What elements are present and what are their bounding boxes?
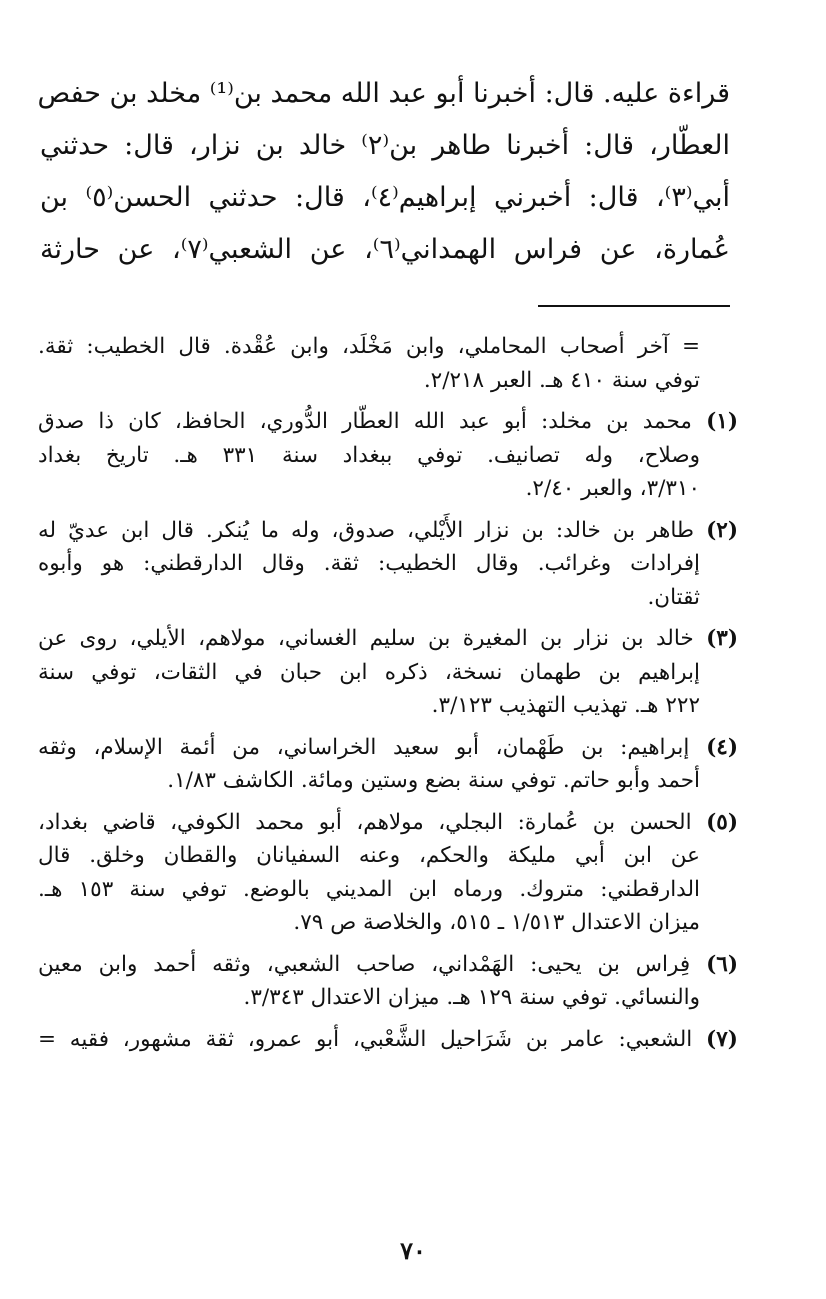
footnote-3 [38, 622, 738, 723]
footnote-continuation [38, 330, 738, 397]
main-text [37, 68, 730, 276]
footnote-number: (٦) [706, 951, 738, 977]
footnote-5 [38, 806, 738, 940]
footnote-text: إبراهيم: بن طَهْمان، أبو سعيد الخراساني، من أئمة الإسلام، وثقه [38, 734, 690, 760]
main-text-line: عُمارة، عن فراس الهمداني⁽٦⁾، عن الشعبي⁽٧⁾، عن حارثة [40, 234, 730, 265]
footnote-text: الشعبي: عامر بن شَرَاحيل الشَّعْبي، أبو عمرو، ثقة مشهور، فقيه = [38, 1026, 693, 1052]
main-text-line: العطّار، قال: أخبرنا طاهر بن⁽٢⁾ خالد بن نزار، قال: حدثني [40, 130, 730, 161]
footnotes [38, 330, 738, 1064]
footnote-line [38, 514, 738, 548]
footnote-4 [38, 731, 738, 798]
footnote-line: ثقتان. [647, 584, 700, 610]
footnote-line: توفي سنة ٤١٠ هـ. العبر ٢/٢١٨. [423, 367, 700, 393]
footnote-line [38, 622, 738, 656]
footnote-text: محمد بن مخلد: أبو عبد الله العطّار الدُّوري، الحافظ، كان ذا صدق [38, 409, 692, 434]
footnote-line: إفرادات وغرائب. وقال الخطيب: ثقة. وقال الدارقطني: هو وأبوه [38, 551, 700, 576]
footnote-line [38, 806, 738, 840]
footnote-line: أحمد وأبو حاتم. توفي سنة بضع وستين ومائة. الكاشف ١/٨٣. [167, 768, 700, 793]
footnote-line [38, 948, 738, 982]
footnote-line [38, 405, 738, 439]
footnote-line: والنسائي. توفي سنة ١٢٩ هـ. ميزان الاعتدال ٣/٣٤٣. [243, 985, 700, 1010]
footnote-number: (٧) [706, 1026, 738, 1052]
footnote-line: ٣/٣١٠، والعبر ٢/٤٠. [525, 476, 700, 501]
footnote-7 [38, 1023, 738, 1057]
footnote-separator [538, 305, 730, 307]
footnote-2 [38, 514, 738, 615]
footnote-1 [38, 405, 738, 506]
footnote-line [38, 731, 738, 765]
footnote-text: طاهر بن خالد: بن نزار الأَيْلي، صدوق، وله ما يُنكر. قال ابن عديّ له [38, 517, 695, 543]
page-number: ٧٠ [400, 1236, 426, 1265]
footnote-line: ٢٢٢ هـ. تهذيب التهذيب ٣/١٢٣. [431, 693, 700, 718]
footnote-line: = آخر أصحاب المحاملي، وابن مَخْلَد، وابن عُقْدة. قال الخطيب: ثقة. [38, 334, 700, 359]
footnote-line [38, 1023, 738, 1057]
footnote-text: خالد بن نزار بن المغيرة بن سليم الغساني، مولاهم، الأيلي، روى عن [38, 626, 694, 651]
footnote-number: (٥) [706, 809, 738, 835]
main-text-line: أبي⁽٣⁾، قال: أخبرني إبراهيم⁽٤⁾، قال: حدثني الحسن⁽٥⁾ بن [40, 182, 730, 213]
footnote-number: (٣) [706, 626, 739, 651]
footnote-number: (١) [706, 409, 738, 434]
footnote-line: وصلاح، وله تصانيف. توفي ببغداد سنة ٣٣١ هـ. تاريخ بغداد [38, 442, 700, 468]
footnote-line: الدارقطني: متروك. ورماه ابن المديني بالوضع. توفي سنة ١٥٣ هـ. [38, 876, 700, 902]
footnote-6 [38, 948, 738, 1015]
main-text-line: قراءة عليه. قال: أخبرنا أبو عبد الله محمد بن⁽¹⁾ مخلد بن حفص [37, 78, 730, 109]
footnote-text: فِراس بن يحيى: الهَمْداني، صاحب الشعبي، وثقه أحمد وابن معين [38, 951, 691, 977]
footnote-line: ميزان الاعتدال ١/٥١٣ ـ ٥١٥، والخلاصة ص ٧٩. [293, 910, 700, 935]
footnote-number: (٢) [706, 517, 738, 543]
footnote-line: عن ابن أبي مليكة والحكم، وعنه السفيانان والقطان وخلق. قال [38, 843, 700, 868]
footnote-line: إبراهيم بن طهمان نسخة، ذكره ابن حبان في الثقات، توفي سنة [38, 659, 700, 685]
footnote-text: الحسن بن عُمارة: البجلي، مولاهم، أبو محمد الكوفي، قاضي بغداد، [38, 809, 692, 835]
footnote-number: (٤) [706, 734, 738, 760]
